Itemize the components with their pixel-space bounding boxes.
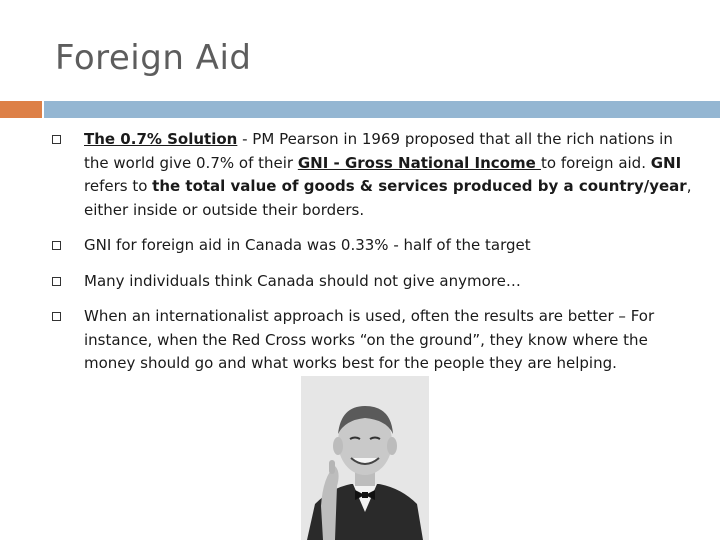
- slide-title: Foreign Aid: [55, 38, 252, 78]
- square-bullet-icon: [52, 135, 61, 144]
- square-bullet-icon: [52, 241, 61, 250]
- bullet-item-internationalist: [52, 305, 692, 376]
- bullet-item-canada-gni: [52, 234, 692, 258]
- portrait-drawing: [301, 376, 429, 540]
- accent-bar: [44, 101, 720, 118]
- bullet-text: refers to: [84, 177, 153, 195]
- pearson-portrait-photo: [301, 376, 429, 540]
- bullet-text: - PM Pearson in 1969 proposed that all the rich nations in the world give 0.7% of their: [84, 130, 673, 172]
- bullet-text: When an internationalist approach is used, often the results are better – For instance, when the Red Cross works “on the ground”, they know where the money should go and what works best for the people they are helping.: [84, 307, 655, 372]
- bullet-text: to foreign aid.: [541, 153, 651, 172]
- bullet-text: , either inside or outside their borders.: [84, 177, 692, 219]
- accent-block: [0, 101, 42, 118]
- bullet-text: GNI for foreign aid in Canada was 0.33% - half of the target: [84, 236, 531, 254]
- bullet-item-opinion: [52, 270, 692, 294]
- bullet-list: [52, 128, 692, 388]
- gni-abbrev: GNI: [650, 153, 682, 172]
- gni-term: GNI - Gross National Income: [297, 153, 541, 172]
- square-bullet-icon: [52, 312, 61, 321]
- bullet-text: Many individuals think Canada should not give anymore…: [84, 271, 521, 290]
- bullet-item-solution: [52, 128, 692, 222]
- gni-definition: the total value of goods & services produced by a country/year: [152, 177, 687, 195]
- solution-heading: The 0.7% Solution: [84, 130, 238, 148]
- square-bullet-icon: [52, 277, 61, 286]
